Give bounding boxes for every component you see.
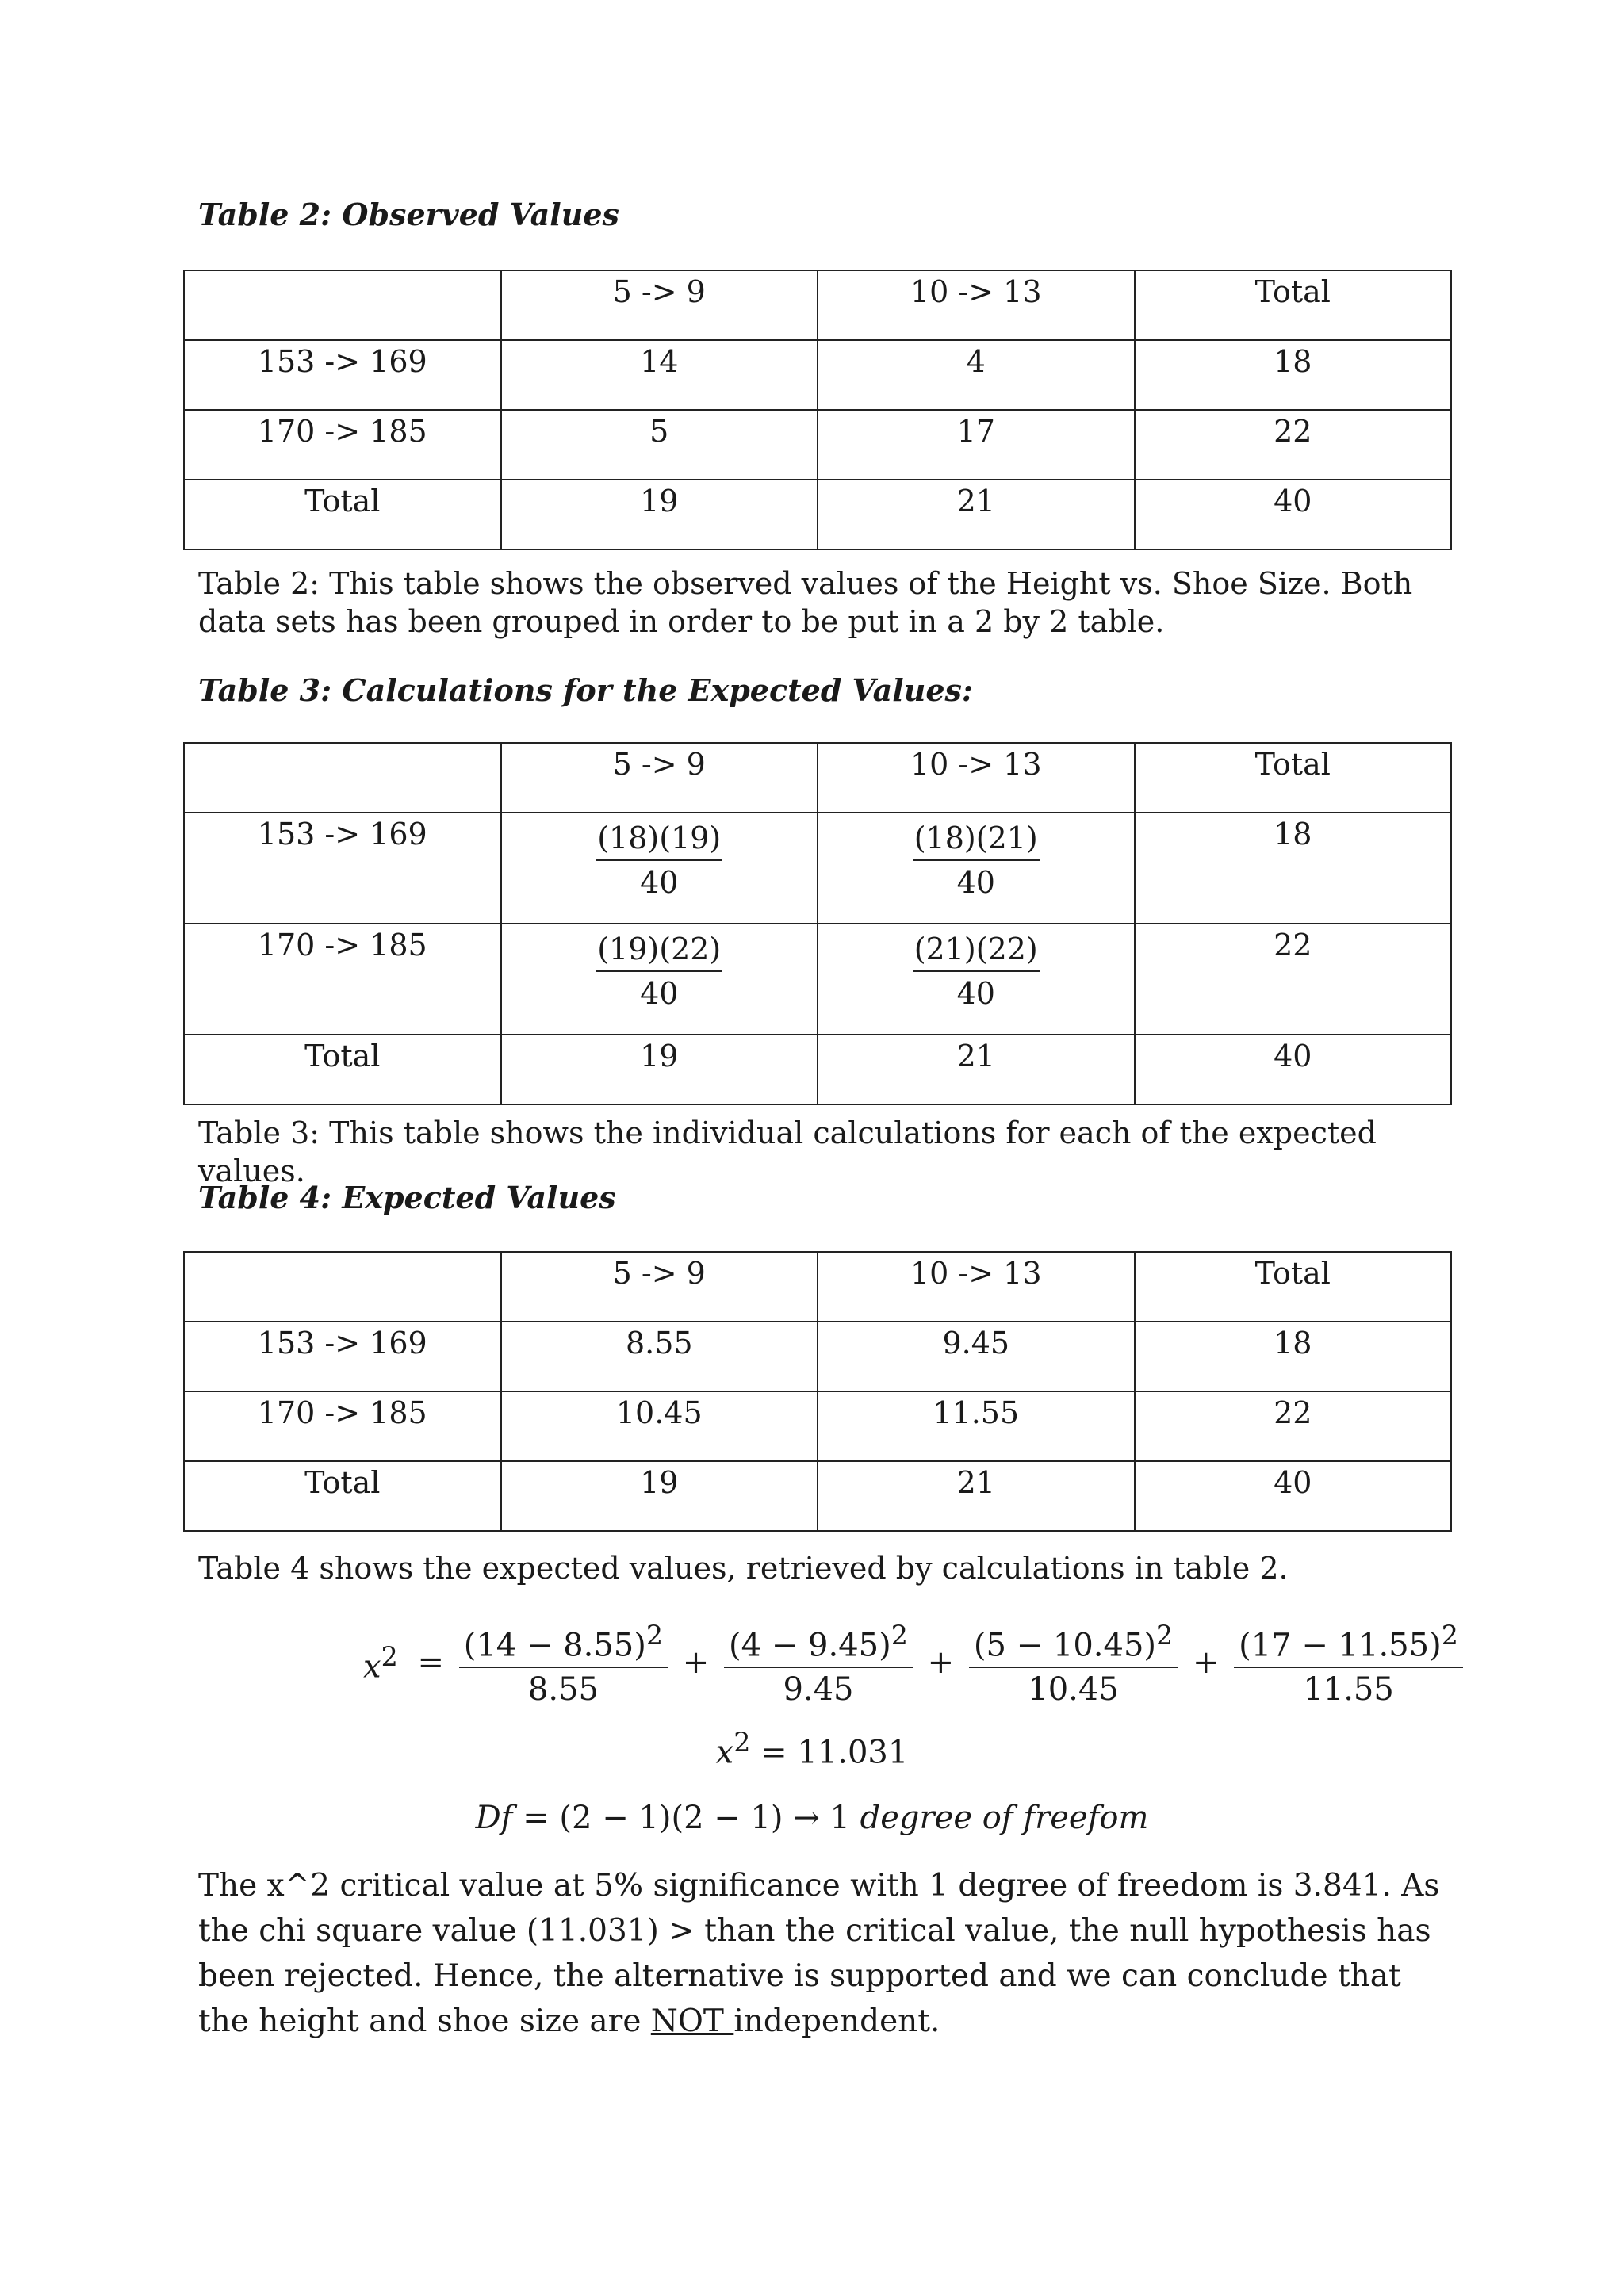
fraction-denominator: 40 [956,865,995,900]
table-cell: 10 -> 13 [818,743,1135,813]
chi-square-symbol: $x^2$ [363,1640,398,1685]
table-cell: 170 -> 185 [184,924,501,1035]
table-cell: 18 [1135,813,1452,924]
equation-term: $\frac{(5 - 10.45)^2}{10.45}$ [969,1614,1178,1711]
fraction-numerator: (18)(19) [596,817,722,861]
fraction-denominator: 40 [640,976,679,1011]
table-row [184,1461,1451,1531]
table-row [184,1391,1451,1461]
table-cell: 19 [501,1461,818,1531]
table-cell: 153 -> 169 [184,813,501,924]
fraction-cell [818,813,1135,924]
table-row [184,340,1451,410]
table-cell: 9.45 [818,1322,1135,1391]
fraction-denominator: 40 [956,976,995,1011]
table-row [184,813,1451,924]
table-cell: 5 -> 9 [501,270,818,340]
table-header-row [184,743,1451,813]
expected-values-table [183,1251,1452,1532]
fraction [913,928,1040,1015]
fraction-cell [501,924,818,1035]
table-header-row [184,1252,1451,1322]
table-cell: 11.55 [818,1391,1135,1461]
table-cell: 19 [501,480,818,549]
fraction-numerator: (21)(22) [913,928,1040,972]
fraction-numerator: (18)(21) [913,817,1040,861]
table-cell: Total [1135,1252,1452,1322]
fraction-denominator: 40 [640,865,679,900]
fraction-numerator: (19)(22) [596,928,722,972]
table-cell: 5 -> 9 [501,1252,818,1322]
table-cell: 21 [818,480,1135,549]
equation-term: $\frac{(14 - 8.55)^2}{8.55}$ [459,1614,668,1711]
table-cell: 14 [501,340,818,410]
table-cell: 22 [1135,1391,1452,1461]
expected-calculations-table [183,742,1452,1105]
observed-values-table [183,270,1452,550]
table-cell: 4 [818,340,1135,410]
table-cell: 8.55 [501,1322,818,1391]
table-cell: 21 [818,1461,1135,1531]
table-row [184,480,1451,549]
table-cell: 18 [1135,340,1452,410]
table-cell: Total [1135,743,1452,813]
table-cell: 40 [1135,1461,1452,1531]
table-cell: 170 -> 185 [184,1391,501,1461]
fraction-cell [501,813,818,924]
table-cell: 40 [1135,1035,1452,1104]
table-row [184,924,1451,1035]
underlined-not: NOT [650,2003,734,2039]
table-cell: 18 [1135,1322,1452,1391]
degrees-of-freedom-equation: Df = (2 − 1)(2 − 1) → 1 degree of freefom [475,1800,1149,1836]
table-cell: 170 -> 185 [184,410,501,480]
table-cell: Total [1135,270,1452,340]
table4-heading: Table 4: Expected Values [198,1180,616,1215]
table-cell: 153 -> 169 [184,1322,501,1391]
conclusion-paragraph: The x^2 critical value at 5% significance with 1 degree of freedom is 3.841. As the chi square value (11.031) > than the critical value, the null hypothesis has been rejected. Hence, the alternative is supported and we can conclude that the height and shoe size are NOT independent. [198,1868,1440,2039]
table-cell [184,270,501,340]
chi-square-result: $x^2 = 11.031$ [715,1727,909,1771]
table-cell: 22 [1135,924,1452,1035]
table-cell [184,743,501,813]
table-cell: 40 [1135,480,1452,549]
table-cell: 10.45 [501,1391,818,1461]
table-header-row [184,270,1451,340]
table-cell [184,1252,501,1322]
table-cell: Total [184,1035,501,1104]
table-cell: Total [184,1461,501,1531]
fraction-cell [818,924,1135,1035]
table-cell: Total [184,480,501,549]
equation-term: $\frac{(17 - 11.55)^2}{11.55}$ [1234,1614,1463,1711]
table-row [184,1322,1451,1391]
table-cell: 10 -> 13 [818,1252,1135,1322]
chi-square-equation: $x^2$ = $\frac{(14 - 8.55)^2}{8.55}$ + $\frac{(4 - 9.45)^2}{9.45}$ + $\frac{(5 - 10.45)^2}{10.45}$ + $\frac{(17 - 11.55)^2}{11.55}$ [358,1614,1463,1711]
table-cell: 22 [1135,410,1452,480]
fraction [596,817,722,904]
table-cell: 21 [818,1035,1135,1104]
fraction [596,928,722,1015]
table2-heading: Table 2: Observed Values [198,197,619,232]
table3-heading: Table 3: Calculations for the Expected Values: [198,672,973,708]
table4-caption: Table 4 shows the expected values, retrieved by calculations in table 2. [198,1551,1289,1586]
table-cell: 17 [818,410,1135,480]
table-cell: 10 -> 13 [818,270,1135,340]
table-cell: 153 -> 169 [184,340,501,410]
table-cell: 5 -> 9 [501,743,818,813]
fraction [913,817,1040,904]
table-row [184,410,1451,480]
table3-caption: Table 3: This table shows the individual calculations for each of the expected values. [198,1115,1377,1188]
equation-term: $\frac{(4 - 9.45)^2}{9.45}$ [724,1614,913,1711]
table-cell: 19 [501,1035,818,1104]
table2-caption: Table 2: This table shows the observed values of the Height vs. Shoe Size. Both data sets has been grouped in order to be put in a 2 by 2 table. [198,566,1413,639]
table-row [184,1035,1451,1104]
table-cell: 5 [501,410,818,480]
